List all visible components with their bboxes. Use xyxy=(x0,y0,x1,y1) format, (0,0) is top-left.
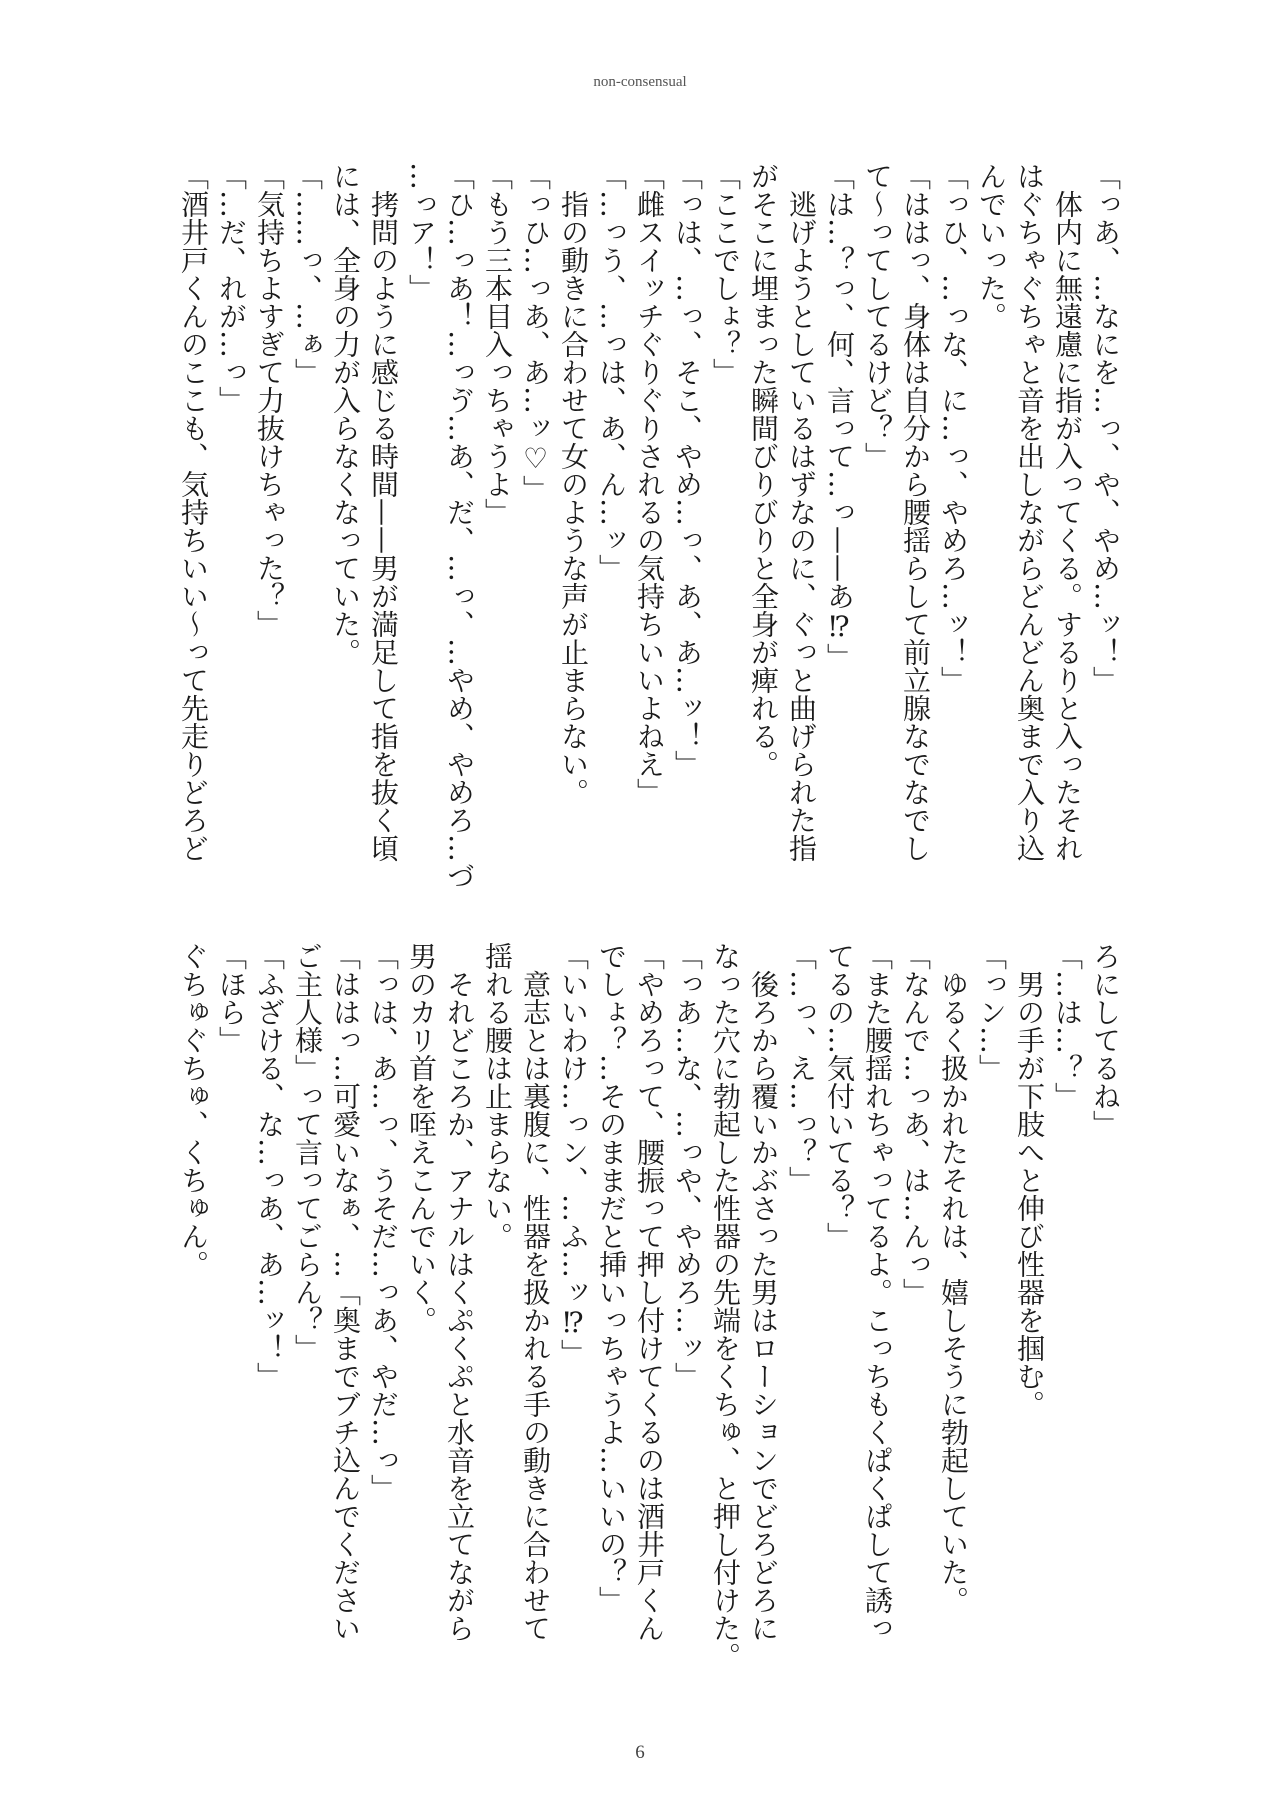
text-line: でしょ？…そのままだと挿いっちゃうよ…いいの？」 xyxy=(595,942,628,1614)
text-line: 「気持ちよすぎて力抜けちゃった？」 xyxy=(253,162,286,638)
text-line: 「…っう、…っは、あ、ん…ッ」 xyxy=(595,162,628,582)
text-line: 逃げようとしているはずなのに、ぐっと曲げられた指 xyxy=(785,162,818,862)
text-line: てるの…気付いてる？」 xyxy=(823,942,856,1250)
text-block-upper xyxy=(174,162,1124,890)
text-line: 「っは、あ…っ、うそだ…っあ、やだ…っ」 xyxy=(367,942,400,1502)
text-line: 「ははっ…可愛いなぁ、…「奥までブチ込んでください xyxy=(329,942,362,1642)
text-line: 体内に無遠慮に指が入ってくる。するりと入ったそれ xyxy=(1051,162,1084,862)
text-line: 「また腰揺れちゃってるよ。こっちもくぱくぱして誘っ xyxy=(861,942,894,1642)
text-line: 「っは、…っ、そこ、やめ…っ、あ、あ…ッ！」 xyxy=(671,162,704,778)
page-number: 6 xyxy=(635,1742,645,1763)
text-line: 男のカリ首を咥えこんでいく。 xyxy=(405,942,438,1334)
text-line: 「ひ…っあ！…っゔ…あ、だ、…っ、…やめ、やめろ…づ xyxy=(443,162,476,890)
text-line: …っア！」 xyxy=(405,162,438,302)
text-line: 拷問のように感じる時間——男が満足して指を抜く頃 xyxy=(367,162,400,862)
text-line: 「っあ、…なにを…っ、や、やめ…ッ！」 xyxy=(1089,162,1122,694)
text-line: 「っひ…っあ、あ…ッ♡」 xyxy=(519,162,552,503)
text-line: 「…は…？」 xyxy=(1051,942,1084,1110)
text-line: ろにしてるね」 xyxy=(1089,942,1122,1138)
text-line: ご主人様」って言ってごらん？」 xyxy=(291,942,324,1362)
text-line: ゆるく扱かれたそれは、嬉しそうに勃起していた。 xyxy=(937,942,970,1614)
text-line: 「…だ、れが…っ」 xyxy=(215,162,248,414)
text-line: には、全身の力が入らなくなっていた。 xyxy=(329,162,362,666)
text-line: んでいった。 xyxy=(975,162,1008,330)
text-line: 「いいわけ…っン、…ふ…ッ⁉」 xyxy=(557,942,590,1367)
text-line: 「酒井戸くんのここも、気持ちいい〜って先走りどろど xyxy=(177,162,210,862)
text-line: それどころか、アナルはくぷくぷと水音を立てながら xyxy=(443,942,476,1642)
text-line: 後ろから覆いかぶさった男はローションでどろどろに xyxy=(747,942,780,1642)
text-line: 「…っ、え…っ？」 xyxy=(785,942,818,1194)
text-line: 「ここでしょ？」 xyxy=(709,162,742,386)
text-line: 「ははっ、身体は自分から腰揺らして前立腺なでなでし xyxy=(899,162,932,862)
text-line: 「ふざける、な…っあ、あ…ッ！」 xyxy=(253,942,286,1390)
text-line: て〜ってしてるけど？」 xyxy=(861,162,894,470)
text-line: 「もう三本目入っちゃうよ」 xyxy=(481,162,514,526)
text-line: 「やめろって、腰振って押し付けてくるのは酒井戸くん xyxy=(633,942,666,1642)
running-header: non-consensual xyxy=(593,74,687,90)
text-line: 「っひ、…っな、に…っ、やめろ…ッ！」 xyxy=(937,162,970,694)
text-line: 「ほら」 xyxy=(215,942,248,1054)
text-line: がそこに埋まった瞬間びりびりと全身が痺れる。 xyxy=(747,162,780,778)
text-line: なった穴に勃起した性器の先端をくちゅ、と押し付けた。 xyxy=(709,942,742,1670)
text-line: はぐちゃぐちゃと音を出しながらどんどん奥まで入り込 xyxy=(1013,162,1046,862)
text-line: 「……っ、…ぁ」 xyxy=(291,162,324,386)
text-line: 「は…？っ、何、言って…っ——あ⁉」 xyxy=(823,162,856,671)
text-line: ぐちゅぐちゅ、くちゅん。 xyxy=(177,942,210,1278)
text-line: 「雌スイッチぐりぐりされるの気持ちいいよねえ」 xyxy=(633,162,666,806)
text-line: 揺れる腰は止まらない。 xyxy=(481,942,514,1250)
text-line: 意志とは裏腹に、性器を扱かれる手の動きに合わせて xyxy=(519,942,552,1642)
text-line: 指の動きに合わせて女のような声が止まらない。 xyxy=(557,162,590,806)
text-line: 「っン…」 xyxy=(975,942,1008,1082)
text-line: 男の手が下肢へと伸び性器を掴む。 xyxy=(1013,942,1046,1418)
text-line: 「っあ…な、…っや、やめろ…ッ」 xyxy=(671,942,704,1390)
text-block-lower xyxy=(174,942,1124,1702)
text-line: 「なんで…っあ、は…んっ」 xyxy=(899,942,932,1306)
